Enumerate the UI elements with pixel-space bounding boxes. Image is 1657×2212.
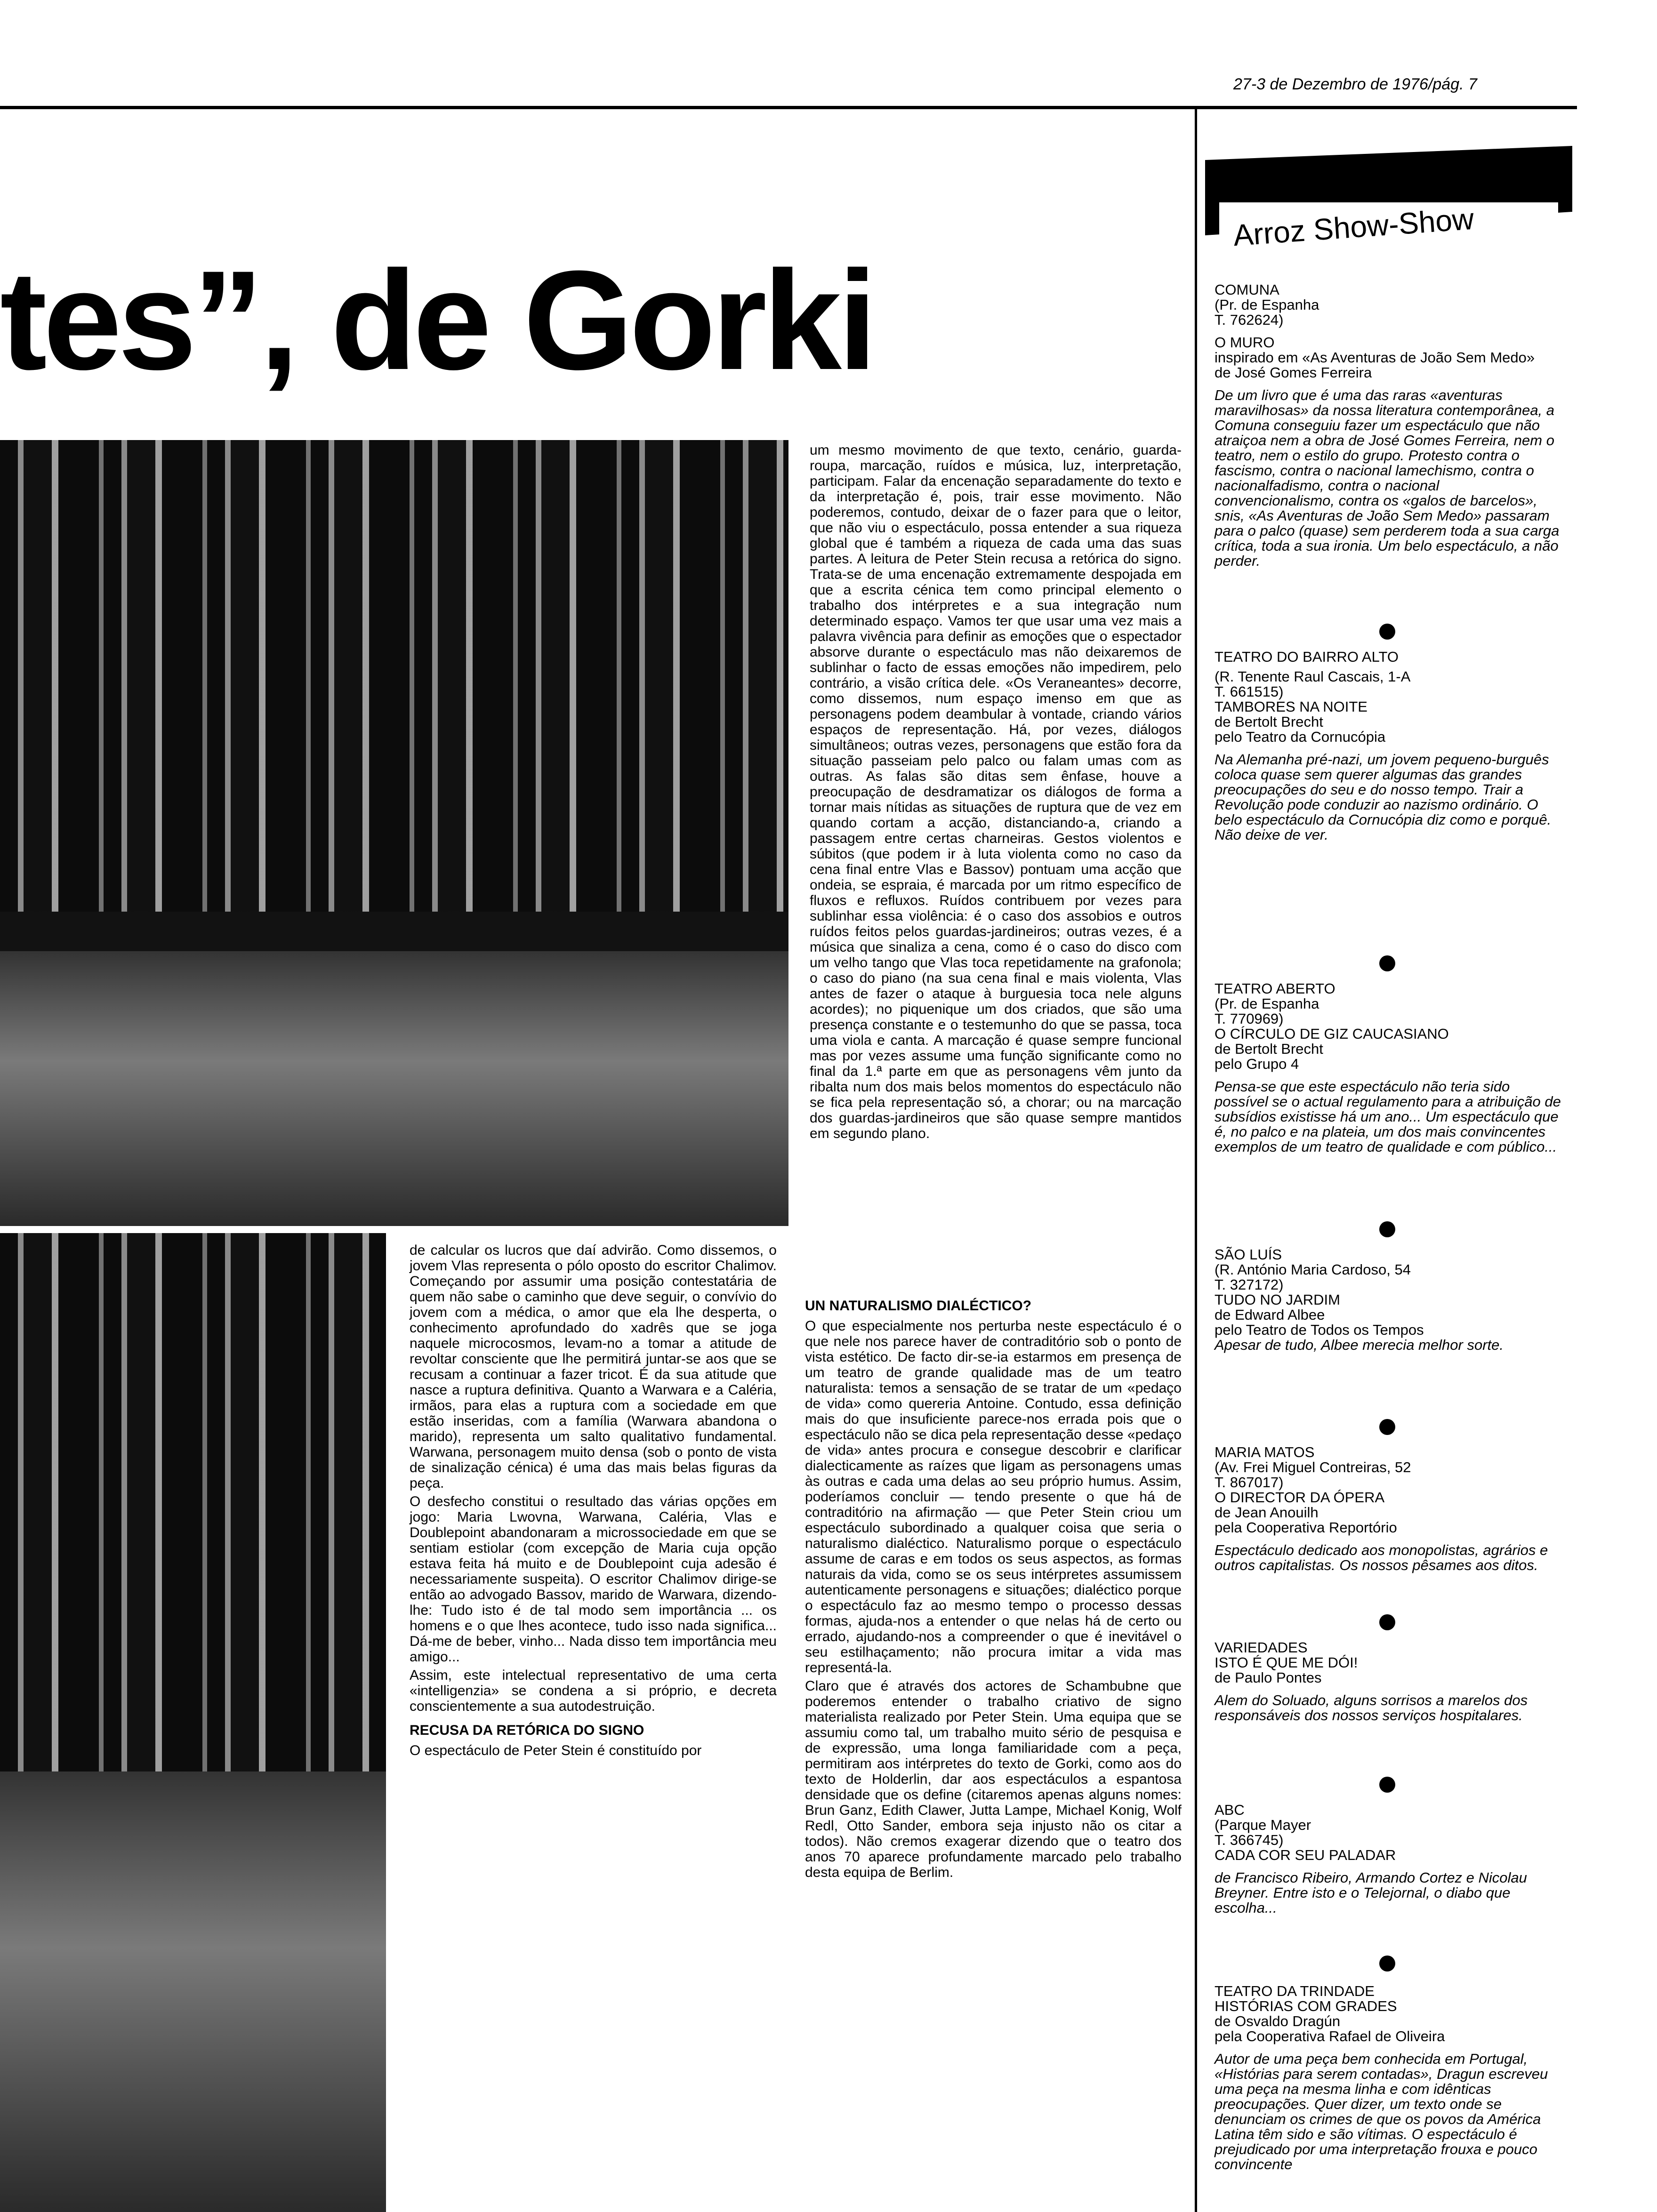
credit: pela Cooperativa Rafael de Oliveira <box>1215 2028 1445 2044</box>
address: (Av. Frei Miguel Contreiras, 52 <box>1215 1459 1411 1475</box>
review: Pensa-se que este espectáculo não teria sido possível se o actual regulamento para a atribuição de subsídios existisse há um ano... Um espectáculo que é, no palco e na plateia, um dos mais convincentes exemplos de um teatro de qualidade e com público... <box>1215 1078 1561 1155</box>
address: (Parque Mayer <box>1215 1817 1311 1833</box>
credit: de Bertolt Brecht <box>1215 713 1323 730</box>
play-title: O MURO <box>1215 334 1275 351</box>
credit: de José Gomes Ferreira <box>1215 364 1372 381</box>
paragraph: O desfecho constitui o resultado das várias opções em jogo: Maria Lwovna, Warwana, Caléria, Vlas e Doublepoint abandonaram a microssociedade em que se sentiam estiolar (com excepção de Maria cuja opção estava feita há muito e de Doublepoint cuja adesão é necessariamente suspeita). O escritor Chalimov dirige-se então ao advogado Bassov, marido de Warwara, dizendo-lhe: Tudo isto é de tal modo sem importância ... os homens e o que lhes acontece, tudo isso nada significa... Dá-me de beber, vinho... Nada disso tem importância meu amigo... <box>410 1494 777 1665</box>
bullet-icon <box>1379 1956 1395 1972</box>
phone: T. 327172) <box>1215 1276 1284 1293</box>
venue: TEATRO ABERTO <box>1215 980 1335 997</box>
article-column-c <box>805 1290 1182 1883</box>
phone: T. 762624) <box>1215 312 1284 328</box>
phone: T. 770969) <box>1215 1010 1284 1027</box>
phone: T. 661515) <box>1215 683 1284 700</box>
headline: tes”, de Gorki <box>0 241 874 399</box>
listing-abc <box>1215 1803 1563 1915</box>
credit: pelo Teatro da Cornucópia <box>1215 729 1386 745</box>
article-column-b <box>410 1242 777 1761</box>
venue: ABC <box>1215 1802 1245 1818</box>
review: Autor de uma peça bem conhecida em Portugal, «Histórias para serem contadas», Dragun escreveu uma peça na mesma linha e com idênticas preocupações. Quer dizer, um texto onde se denunciam os crimes de que os povos da América Latina têm sido e são vítimas. O espectáculo é prejudicado por uma interpretação frouxa e pouco convincente <box>1215 2051 1548 2172</box>
venue: COMUNA <box>1215 281 1279 298</box>
credit: de Bertolt Brecht <box>1215 1041 1323 1057</box>
bullet-icon <box>1379 1221 1395 1237</box>
banner-title: Arroz Show-Show <box>1232 201 1475 253</box>
credit: de Paulo Pontes <box>1215 1669 1322 1686</box>
venue: SÃO LUÍS <box>1215 1246 1282 1263</box>
address: (Pr. de Espanha <box>1215 297 1319 313</box>
paragraph: Assim, este intelectual representativo de uma certa «intelligenzia» se condena a si próprio, e decreta conscientemente a sua autodestruição. <box>410 1667 777 1714</box>
date-page-header: 27-3 de Dezembro de 1976/pág. 7 <box>1233 75 1477 93</box>
credit: pela Cooperativa Reportório <box>1215 1519 1397 1536</box>
venue: MARIA MATOS <box>1215 1444 1315 1460</box>
paragraph: de calcular os lucros que daí advirão. Como dissemos, o jovem Vlas representa o pólo oposto do escritor Chalimov. Começando por assumir uma posição contestatária de quem não sabe o caminho que deve seguir, o convívio do jovem com a médica, o amor que ela lhe desperta, o conhecimento aprofundado do xadrês que se joga naquele microcosmos, levam-no a tomar a atitude de revoltar consciente que lhe permitirá juntar-se aos que se recusam a continuar a fazer tricot. É da sua atitude que nasce a ruptura definitiva. Quanto a Warwara e a Caléria, irmãos, para elas a ruptura com a sociedade em que estão inseridas, com a família (Warwara abandona o marido), representa um salto qualitativo fundamental. Warwana, personagem muito densa (sob o ponto de vista de sinalização cénica) é uma das mais belas figuras da peça. <box>410 1242 777 1491</box>
play-title: TAMBORES NA NOITE <box>1215 698 1367 715</box>
review: De um livro que é uma das raras «aventuras maravilhosas» da nossa literatura contemporânea, a Comuna conseguiu fazer um espectáculo que não atraiçoa nem a obra de José Gomes Ferreira, nem o teatro, nem o estilo do grupo. Protesto contra o fascismo, contra o nacional lamechismo, contra o nacionalfadismo, contra o nacional convencionalismo, contra os «galos de barcelos», snis, «As Aventuras de João Sem Medo» passaram para o palco (quase) sem perderem toda a sua carga crítica, toda a sua ironia. Um belo espectáculo, a não perder. <box>1215 387 1560 569</box>
top-rule <box>0 106 1577 109</box>
listing-maria-matos <box>1215 1445 1563 1573</box>
bullet-icon <box>1379 1419 1395 1435</box>
listing-comuna <box>1215 282 1563 569</box>
paragraph: O que especialmente nos perturba neste espectáculo é o que nele nos parece haver de contraditório sob o ponto de vista estético. De facto dir-se-ia estarmos em presença de um teatro de grande qualidade mas de um teatro naturalista: temos a sensação de se tratar de um «pedaço de vida» como quereria Antoine. Contudo, essa definição mais do que insuficiente parece-nos errada pois que o espectáculo não se dica pela representação desse «pedaço de vida» antes procura e consegue descobrir e clarificar dialecticamente as raízes que ligam as personagens umas às outras e cada uma delas ao seu próprio humus. Assim, poderíamos concluir — tendo presente o que há de contraditório na afirmação — que Peter Stein criou um espectáculo subordinado a qualquer coisa que seria o naturalismo dialéctico. Naturalismo porque o espectáculo assume de caras e em todos os seus aspectos, as formas naturais da vida, como se os seus intérpretes assumissem autenticamente personagens e situações; dialéctico porque o espectáculo faz ao mesmo tempo o processo dessas formas, ajuda-nos a entender o que nelas há de certo ou errado, ajudando-nos a compreender o que é inevitável o seu estilhaçamento; não procura imitar a vida mas representá-la. <box>805 1318 1182 1675</box>
column-divider <box>1195 108 1197 2212</box>
review: Apesar de tudo, Albee merecia melhor sorte. <box>1215 1337 1504 1353</box>
credit: de Jean Anouilh <box>1215 1504 1319 1521</box>
paragraph: O espectáculo de Peter Stein é constituído por <box>410 1743 702 1758</box>
play-title: TUDO NO JARDIM <box>1215 1291 1340 1308</box>
address: (Pr. de Espanha <box>1215 995 1319 1012</box>
phone: T. 366745) <box>1215 1832 1284 1848</box>
subheading: RECUSA DA RETÓRICA DO SIGNO <box>410 1723 644 1738</box>
address: (R. Tenente Raul Cascais, 1-A <box>1215 668 1411 685</box>
credit: pelo Teatro de Todos os Tempos <box>1215 1322 1424 1338</box>
credit: de Osvaldo Dragún <box>1215 2013 1341 2029</box>
play-title: O CÍRCULO DE GIZ CAUCASIANO <box>1215 1026 1449 1042</box>
bullet-icon <box>1379 1614 1395 1630</box>
listing-variedades <box>1215 1640 1563 1723</box>
review: Alem do Soluado, alguns sorrisos a marelos dos responsáveis dos nossos serviços hospitalares. <box>1215 1692 1528 1723</box>
bullet-icon <box>1379 624 1395 640</box>
bullet-icon <box>1379 1777 1395 1793</box>
venue: TEATRO DO BAIRRO ALTO <box>1215 649 1399 665</box>
listing-teatro-aberto <box>1215 981 1563 1154</box>
review: Na Alemanha pré-nazi, um jovem pequeno-burguês coloca quase sem querer algumas das grandes preocupações do seu e do nosso tempo. Trair a Revolução pode conduzir ao nazismo ordinário. O belo espectáculo da Cornucópia diz como e porquê. Não deixe de ver. <box>1215 751 1552 843</box>
venue: TEATRO DA TRINDADE <box>1215 1983 1375 1999</box>
subheading: UN NATURALISMO DIALÉCTICO? <box>805 1298 1032 1314</box>
credit: pelo Grupo 4 <box>1215 1056 1299 1072</box>
play-title: CADA COR SEU PALADAR <box>1215 1847 1396 1863</box>
listing-sao-luis <box>1215 1247 1563 1353</box>
article-column-a <box>810 442 1182 1144</box>
paragraph: Claro que é através dos actores de Schambubne que poderemos entender o trabalho criativo de signo materialista realizado por Peter Stein. Uma equipa que se assumiu como tal, um trabalho muito sério de pesquisa e de expressão, uma longa familiaridade com a peça, permitiram aos intérpretes do texto de Gorki, como aos do texto de Holderlin, dar aos espectáculos a espantosa densidade que os define (citaremos apenas alguns nomes: Brun Ganz, Edith Clawer, Jutta Lampe, Michael Konig, Wolf Redl, Otto Sander, embora seja injusto não os citar a todos). Não cremos exagerar dizendo que o teatro dos anos 70 aparece profundamente marcado pelo trabalho desta equipa de Berlim. <box>805 1678 1182 1880</box>
phone: T. 867017) <box>1215 1474 1284 1491</box>
listing-bairro-alto <box>1215 649 1563 842</box>
credit: inspirado em «As Aventuras de João Sem Medo» <box>1215 349 1535 366</box>
venue: VARIEDADES <box>1215 1639 1308 1656</box>
credit: de Edward Albee <box>1215 1306 1325 1323</box>
play-title: ISTO É QUE ME DÓI! <box>1215 1654 1358 1671</box>
review: Espectáculo dedicado aos monopolistas, agrários e outros capitalistas. Os nossos pêsames aos ditos. <box>1215 1542 1548 1573</box>
stage-photo-birches <box>0 440 788 1226</box>
listing-trindade <box>1215 1984 1563 2172</box>
address: (R. António Maria Cardoso, 54 <box>1215 1261 1411 1278</box>
arroz-show-show-banner <box>1205 146 1572 259</box>
play-title: HISTÓRIAS COM GRADES <box>1215 1998 1397 2014</box>
review: de Francisco Ribeiro, Armando Cortez e Nicolau Breyner. Entre isto e o Telejornal, o diabo que escolha... <box>1215 1869 1527 1916</box>
stage-photo-figure <box>0 1233 386 2212</box>
play-title: O DIRECTOR DA ÓPERA <box>1215 1489 1385 1506</box>
bullet-icon <box>1379 955 1395 971</box>
paragraph: um mesmo movimento de que texto, cenário, guarda-roupa, marcação, ruídos e música, luz, interpretação, participam. Falar da encenação separadamente do texto e da interpretação é, pois, trair esse movimento. Não poderemos, contudo, deixar de o fazer para que o leitor, que não viu o espectáculo, possa entender a sua riqueza global que é também a riqueza de cada uma das suas partes. A leitura de Peter Stein recusa a retórica do signo. Trata-se de uma encenação extremamente despojada em que a escrita cénica tem como principal elemento o trabalho dos intérpretes e a sua integração num determinado espaço. Vamos ter que usar uma vez mais a palavra vivência para definir as emoções que o espectador absorve durante o espectáculo mas não deixaremos de sublinhar o facto de essas emoções não impedirem, pelo contrário, a visão crítica dele. «Os Veraneantes» decorre, como dissemos, num espaço imenso em que as personagens podem deambular à vontade, criando vários espaços de representação. Há, por vezes, diálogos simultâneos; outras vezes, personagens que estão fora da situação passeiam pelo palco ou falam umas com as outras. As falas são ditas sem ênfase, houve a preocupação de desdramatizar os diálogos de forma a tornar mais nítidas as situações de ruptura que de vez em quando cortam a acção, distanciando-a, criando a passagem entre certas charneiras. Gestos violentos e súbitos (que podem ir à luta violenta como no caso da cena final entre Vlas e Bassov) pontuam uma acção que ondeia, se espraia, é marcada por um ritmo específico de fluxos e refluxos. Ruídos contribuem por vezes para sublinhar essa violência: é o caso dos assobios e outros ruídos feitos pelos guardas-jardineiros; outras vezes, é a música que sinaliza a cena, como é o caso do disco com um velho tango que Vlas toca repetidamente na grafonola; o caso do piano (na sua cena final e mais violenta, Vlas antes de fazer o ataque à burguesia toca nele alguns acordes); no piquenique um dos criados, que são uma presença constante e o testemunho do que se passa, toca uma viola e canta. A marcação é quase sempre funcional mas por vezes assume uma função significante como no final da 1.ª parte em que as personagens vêm junto da ribalta num dos mais belos momentos do espectáculo não se fica pela representação só, a chorar; ou na marcação dos guardas-jardineiros que são quase sempre mantidos em segundo plano. <box>810 442 1182 1141</box>
